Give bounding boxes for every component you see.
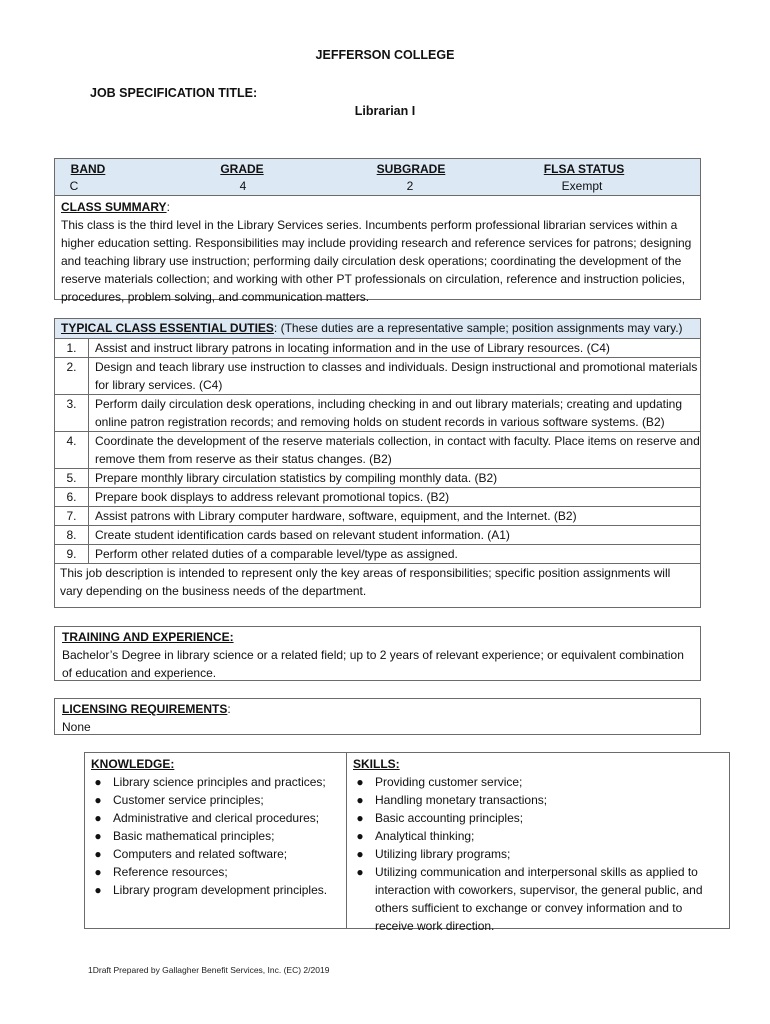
college-name: JEFFERSON COLLEGE bbox=[315, 48, 455, 62]
skills-item bbox=[353, 827, 723, 845]
skills-item-text: Analytical thinking; bbox=[375, 829, 475, 843]
duty-text: Design and teach library use instruction to classes and individuals. Design instructional and promotional materials for library services. (C4) bbox=[95, 360, 698, 392]
duty-row bbox=[55, 395, 700, 432]
class-summary-label: CLASS SUMMARY bbox=[61, 200, 167, 214]
bullet-icon: ● bbox=[356, 775, 364, 789]
duty-text: Prepare book displays to address relevant promotional topics. (B2) bbox=[95, 490, 450, 504]
skills-item-text: Providing customer service; bbox=[375, 775, 523, 789]
licensing-text: None bbox=[62, 720, 91, 734]
skills-item-text: Basic accounting principles; bbox=[375, 811, 524, 825]
class-summary bbox=[55, 196, 700, 308]
knowledge-item-text: Library program development principles. bbox=[113, 883, 328, 897]
duties-footer: This job description is intended to represent only the key areas of responsibilities; specific position assignments will vary depending on the business needs of the department. bbox=[60, 566, 671, 598]
knowledge-column bbox=[85, 753, 347, 928]
page-footer: 1Draft Prepared by Gallagher Benefit Services, Inc. (EC) 2/2019 bbox=[88, 965, 330, 975]
duty-row bbox=[55, 432, 700, 469]
bullet-icon: ● bbox=[94, 793, 102, 807]
bullet-icon: ● bbox=[356, 793, 364, 807]
duty-text: Perform daily circulation desk operations, including checking in and out library materials; creating and updating online patron registration records; and removing holds on student records in various software systems. (B2) bbox=[95, 397, 682, 429]
skills-item-text: Utilizing library programs; bbox=[375, 847, 511, 861]
bullet-icon: ● bbox=[356, 865, 364, 879]
skills-item bbox=[353, 809, 723, 827]
duty-number: 1. bbox=[55, 339, 89, 357]
licensing-box bbox=[54, 698, 701, 735]
job-spec-label: JOB SPECIFICATION TITLE: bbox=[90, 86, 258, 100]
class-summary-text: This class is the third level in the Library Services series. Incumbents perform professional librarian services within a higher education setting. Responsibilities may include providing research and reference services for patrons; designing and teaching library use instruction; performing daily circulation desk operations; coordinating the development of the reserve materials collection; and working with other PT professionals on circulation, reference and instruction policies, procedures, problem solving, and communication matters. bbox=[61, 218, 692, 304]
knowledge-item-text: Reference resources; bbox=[113, 865, 228, 879]
duty-number: 8. bbox=[55, 526, 89, 544]
duty-row bbox=[55, 526, 700, 545]
duty-row bbox=[55, 488, 700, 507]
knowledge-item-text: Administrative and clerical procedures; bbox=[113, 811, 320, 825]
skills-label: SKILLS: bbox=[353, 757, 400, 771]
skills-list bbox=[353, 773, 723, 935]
knowledge-label: KNOWLEDGE: bbox=[91, 757, 175, 771]
bullet-icon: ● bbox=[356, 847, 364, 861]
knowledge-item bbox=[91, 845, 340, 863]
bullet-icon: ● bbox=[94, 775, 102, 789]
duty-text: Prepare monthly library circulation statistics by compiling monthly data. (B2) bbox=[95, 471, 498, 485]
duty-number: 9. bbox=[55, 545, 89, 563]
band-header: BAND bbox=[70, 162, 106, 176]
duties-header bbox=[55, 319, 700, 339]
training-text: Bachelor’s Degree in library science or a related field; up to 2 years of relevant experience; or equivalent combination of education and experience. bbox=[62, 648, 684, 680]
duty-number: 3. bbox=[55, 395, 89, 431]
knowledge-item bbox=[91, 773, 340, 791]
licensing-colon: : bbox=[227, 702, 231, 716]
bullet-icon: ● bbox=[356, 829, 364, 843]
knowledge-item-text: Customer service principles; bbox=[113, 793, 264, 807]
knowledge-item-text: Library science principles and practices; bbox=[113, 775, 326, 789]
job-spec-title: Librarian I bbox=[354, 104, 416, 118]
knowledge-item bbox=[91, 809, 340, 827]
duty-number: 6. bbox=[55, 488, 89, 506]
bullet-icon: ● bbox=[94, 883, 102, 897]
skills-item bbox=[353, 791, 723, 809]
duty-text: Coordinate the development of the reserve materials collection, in contact with faculty. Place items on reserve and remove them from reserve as their status changes. (B2) bbox=[95, 434, 700, 466]
duty-number: 2. bbox=[55, 358, 89, 394]
skills-column bbox=[347, 753, 729, 933]
duty-text: Perform other related duties of a comparable level/type as assigned. bbox=[95, 547, 458, 561]
duty-text: Assist patrons with Library computer hardware, software, equipment, and the Internet. (B2) bbox=[95, 509, 577, 523]
grade-value: 4 bbox=[239, 179, 247, 193]
knowledge-list bbox=[91, 773, 340, 899]
duties-intro: : (These duties are a representative sample; position assignments may vary.) bbox=[273, 321, 683, 335]
subgrade-header: SUBGRADE bbox=[376, 162, 446, 176]
grade-header: GRADE bbox=[220, 162, 264, 176]
subgrade-value: 2 bbox=[406, 179, 414, 193]
knowledge-item-text: Computers and related software; bbox=[113, 847, 288, 861]
band-table bbox=[55, 159, 700, 196]
class-summary-colon: : bbox=[166, 200, 170, 214]
duty-number: 4. bbox=[55, 432, 89, 468]
knowledge-item bbox=[91, 863, 340, 881]
bullet-icon: ● bbox=[94, 811, 102, 825]
duty-row bbox=[55, 469, 700, 488]
duty-row bbox=[55, 545, 700, 564]
skills-item bbox=[353, 845, 723, 863]
knowledge-item bbox=[91, 827, 340, 845]
knowledge-item bbox=[91, 791, 340, 809]
duty-row bbox=[55, 339, 700, 358]
knowledge-skills-box bbox=[84, 752, 730, 933]
training-box bbox=[54, 626, 701, 681]
band-summary-box bbox=[54, 158, 701, 304]
duty-row bbox=[55, 358, 700, 395]
flsa-status-value: Exempt bbox=[561, 179, 603, 193]
knowledge-item-text: Basic mathematical principles; bbox=[113, 829, 275, 843]
skills-item bbox=[353, 773, 723, 791]
bullet-icon: ● bbox=[356, 811, 364, 825]
duty-number: 5. bbox=[55, 469, 89, 487]
duty-text: Create student identification cards based on relevant student information. (A1) bbox=[95, 528, 510, 542]
skills-item-text: Handling monetary transactions; bbox=[375, 793, 548, 807]
knowledge-item bbox=[91, 881, 340, 899]
duties-box bbox=[54, 318, 701, 608]
licensing-label: LICENSING REQUIREMENTS bbox=[62, 702, 228, 716]
skills-item bbox=[353, 863, 723, 935]
duties-list bbox=[55, 339, 700, 564]
flsa-status-header: FLSA STATUS bbox=[543, 162, 625, 176]
duty-row bbox=[55, 507, 700, 526]
bullet-icon: ● bbox=[94, 865, 102, 879]
bullet-icon: ● bbox=[94, 829, 102, 843]
bullet-icon: ● bbox=[94, 847, 102, 861]
duty-number: 7. bbox=[55, 507, 89, 525]
duties-label: TYPICAL CLASS ESSENTIAL DUTIES bbox=[61, 321, 274, 335]
band-value: C bbox=[69, 179, 79, 193]
training-label: TRAINING AND EXPERIENCE: bbox=[62, 630, 234, 644]
skills-item-text: Utilizing communication and interpersonal skills as applied to interaction with coworkers, supervisor, the general public, and others sufficient to exchange or convey information and to receive work direction. bbox=[375, 865, 703, 933]
duty-text: Assist and instruct library patrons in locating information and in the use of Library resources. (C4) bbox=[95, 341, 610, 355]
